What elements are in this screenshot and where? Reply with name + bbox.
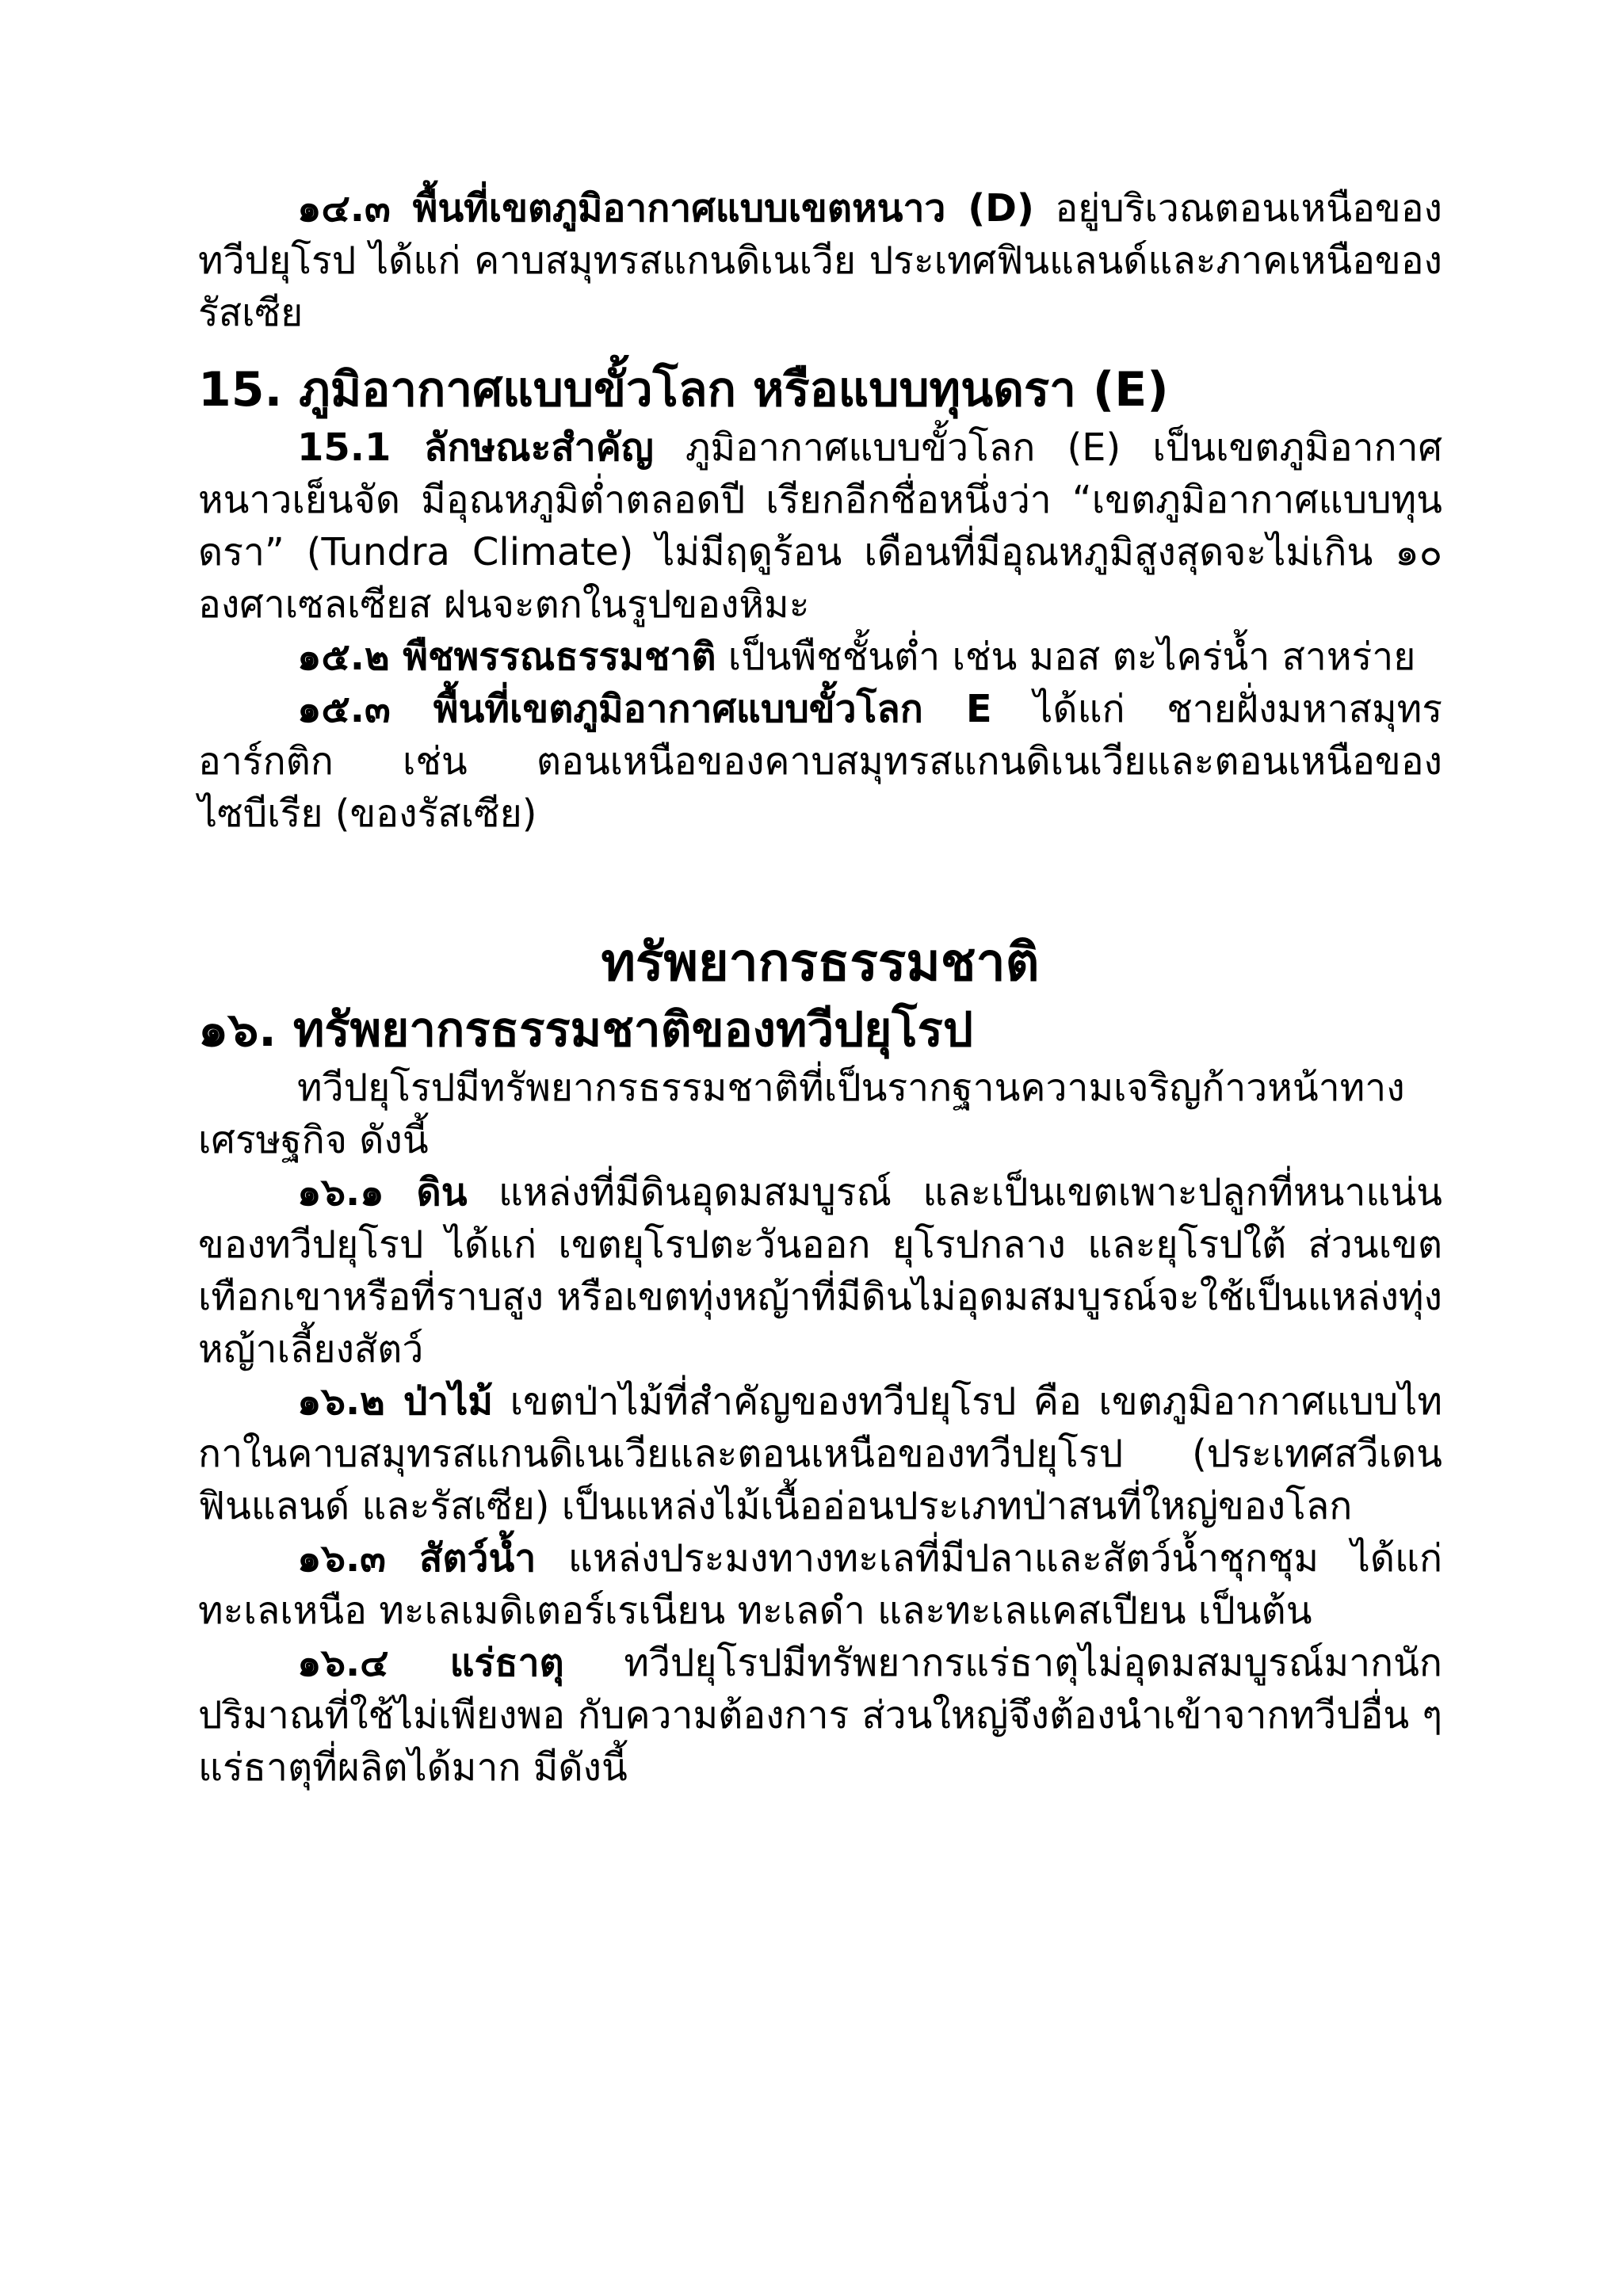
section-15-3-text: ได้แก่ ชายฝั่งมหาสมุทรอาร์กติก เช่น ตอนเหนือของคาบสมุทรสแกนดิเนเวียและตอนเหนือของไซบีเรีย (ของรัสเซีย): [198, 687, 1442, 836]
section-15-1-label: 15.1 ลักษณะสำคัญ: [297, 425, 654, 470]
section-16-3-label: ๑๖.๓ สัตว์น้ำ: [297, 1536, 537, 1581]
section-16-4-text: ทวีปยุโรปมีทรัพยากรแร่ธาตุไม่อุดมสมบูรณ์มากนัก ปริมาณที่ใช้ไม่เพียงพอ กับความต้องการ ส่วนใหญ่จึงต้องนำเข้าจากทวีปอื่น ๆ แร่ธาตุที่ผลิตได้มาก มีดังนี้: [198, 1641, 1442, 1790]
section-15-3-label: ๑๕.๓ พื้นที่เขตภูมิอากาศแบบขั้วโลก E: [297, 687, 992, 731]
section-15-2-text: เป็นพืชชั้นต่ำ เช่น มอส ตะไคร่น้ำ สาหร่าย: [716, 635, 1416, 679]
page-title: ทรัพยากรธรรมชาติ: [601, 932, 1040, 993]
section-16-1: [198, 1166, 1442, 1375]
section-15-3: [198, 683, 1442, 840]
section-14-3-text: อยู่บริเวณตอนเหนือของทวีปยุโรป ได้แก่ คาบสมุทรสแกนดิเนเวีย ประเทศฟินแลนด์และภาคเหนือของรัสเซีย: [198, 186, 1442, 335]
section-14-3: [198, 182, 1442, 339]
section-16-heading: ๑๖. ทรัพยากรธรรมชาติของทวีปยุโรป: [198, 1002, 973, 1058]
section-16-2: [198, 1375, 1442, 1532]
section-16-4-label: ๑๖.๔ แร่ธาตุ: [297, 1641, 564, 1685]
section-16-2-label: ๑๖.๒ ป่าไม้: [297, 1379, 494, 1424]
document-page: [198, 182, 1442, 1794]
section-16-intro: ทวีปยุโรปมีทรัพยากรธรรมชาติที่เป็นรากฐานความเจริญก้าวหน้าทางเศรษฐกิจ ดังนี้: [198, 1066, 1405, 1162]
section-16-1-text: แหล่งที่มีดินอุดมสมบูรณ์ และเป็นเขตเพาะปลูกที่หนาแน่นของทวีปยุโรป ได้แก่ เขตยุโรปตะวันออก ยุโรปกลาง และยุโรปใต้ ส่วนเขตเทือกเขาหรือที่ราบสูง หรือเขตทุ่งหญ้าที่มีดินไม่อุดมสมบูรณ์จะใช้เป็นแหล่งทุ่งหญ้าเลี้ยงสัตว์: [198, 1170, 1442, 1371]
section-15-2: [198, 631, 1442, 683]
section-15-2-label: ๑๕.๒ พืชพรรณธรรมชาติ: [297, 635, 716, 679]
section-16-2-text: เขตป่าไม้ที่สำคัญของทวีปยุโรป คือ เขตภูมิอากาศแบบไทกาในคาบสมุทรสแกนดิเนเวียและตอนเหนือของทวีปยุโรป (ประเทศสวีเดน ฟินแลนด์ และรัสเซีย) เป็นแหล่งไม้เนื้ออ่อนประเภทป่าสนที่ใหญ่ของโลก: [198, 1379, 1443, 1528]
section-16-1-label: ๑๖.๑ ดิน: [297, 1170, 468, 1215]
section-15-1: [198, 421, 1442, 631]
section-16-4: [198, 1637, 1442, 1794]
section-15-heading: 15. ภูมิอากาศแบบขั้วโลก หรือแบบทุนดรา (E): [198, 362, 1169, 418]
section-16-3: [198, 1532, 1442, 1637]
section-16-3-text: แหล่งประมงทางทะเลที่มีปลาและสัตว์น้ำชุกชุม ได้แก่ ทะเลเหนือ ทะเลเมดิเตอร์เรเนียน ทะเลดำ และทะเลแคสเปียน เป็นต้น: [198, 1536, 1442, 1633]
section-14-3-label: ๑๔.๓ พื้นที่เขตภูมิอากาศแบบเขตหนาว (D): [297, 186, 1034, 231]
section-15-1-text: ภูมิอากาศแบบขั้วโลก (E) เป็นเขตภูมิอากาศหนาวเย็นจัด มีอุณหภูมิต่ำตลอดปี เรียกอีกชื่อหนึ่งว่า “เขตภูมิอากาศแบบทุนดรา” (Tundra Climate) ไม่มีฤดูร้อน เดือนที่มีอุณหภูมิสูงสุดจะไม่เกิน ๑๐ องศาเซลเซียส ฝนจะตกในรูปของหิมะ: [198, 425, 1443, 627]
